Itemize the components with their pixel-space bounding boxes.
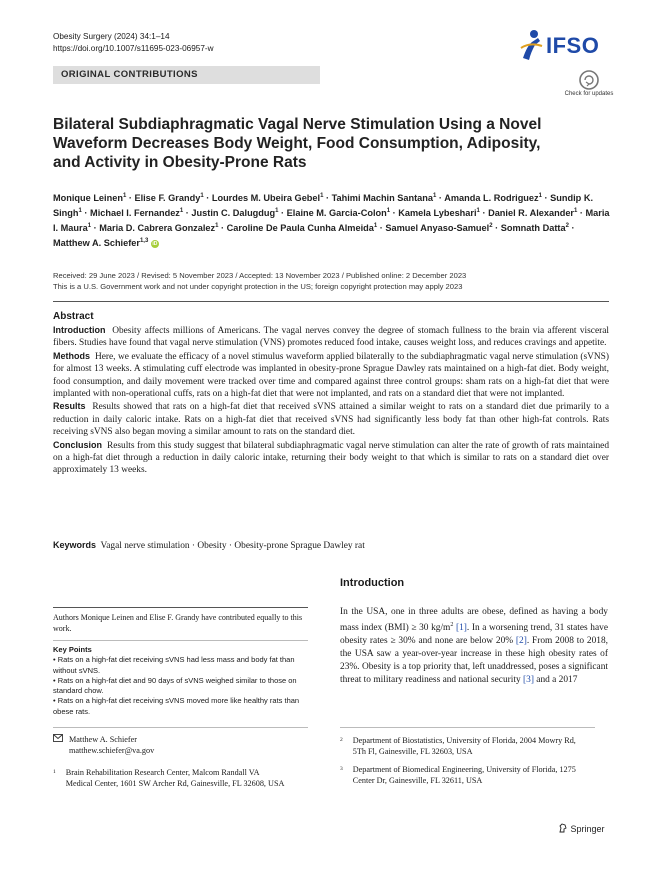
ifso-figure-icon xyxy=(518,28,544,62)
author-name: Samuel Anyaso-Samuel$^2$ xyxy=(385,223,493,234)
author-name: Elaine M. Garcia-Colon$^1$ xyxy=(286,208,391,219)
citation-link[interactable]: [2] xyxy=(515,636,527,647)
history-dates: Received: 29 June 2023 / Revised: 5 November 2023 / Accepted: 13 November 2023 / Published online: 2 December 2023 xyxy=(53,271,467,280)
key-points-heading: Key Points xyxy=(53,645,92,654)
author-name: Maria D. Cabrera Gonzalez$^1$ xyxy=(99,223,219,234)
author-name: Matthew A. Schiefer$^{1,3}$ xyxy=(53,238,149,249)
key-point: • Rats on a high-fat diet receiving sVNS moved more like healthy rats than obese rats. xyxy=(53,696,300,716)
affiliation-1: 1 Brain Rehabilitation Research Center, Malcom Randall VA Medical Center, 1601 SW Archer Rd, Gainesville, FL 32608, USA xyxy=(53,768,285,788)
divider xyxy=(53,727,308,728)
check-updates-label[interactable]: Check for updates xyxy=(564,91,614,97)
author-list: Monique Leinen$^1$ · Elise F. Grandy$^1$ · Lourdes M. Ubeira Gebel$^1$ · Tahimi Machin Santana$^1$ · Amanda L. Rodriguez$^1$ · Sundip K. Singh$^1$ · Michael I. Fernandez$^1$ · Justin C. Dalugdug$^1$ · Elaine M. Garcia-Colon$^1$ · Kamela Lybeshari$^1$ · Daniel R. Alexander$^1$ · Maria I. Maura$^1$ · Maria D. Cabrera Gonzalez$^1$ · Caroline De Paula Cunha Almeida$^1$ · Samuel Anyaso-Samuel$^2$ · Somnath Datta$^2$ · Matthew A. Schiefer$^{1,3}$ iD xyxy=(53,193,610,249)
author-name: Somnath Datta$^2$ xyxy=(500,223,569,234)
article-dates xyxy=(53,270,613,292)
abstract-introduction: Introduction Obesity affects millions of Americans. The vagal nerves convey the degree of stomach fullness to the brain via afferent visceral fibers. Studies have found that vagal nerve stimulation (VNS) promotes reduced food intake, causes weight loss, and reduces cravings and appetite. xyxy=(53,325,610,349)
author-name: Maria I. Maura$^1$ xyxy=(53,208,610,234)
ifso-logo: IFSO xyxy=(546,33,600,58)
footnote-rule xyxy=(53,607,308,608)
abstract-body xyxy=(53,324,609,477)
author-name: Lourdes M. Ubeira Gebel$^1$ xyxy=(211,193,324,204)
introduction-body: In the USA, one in three adults are obese, defined as having a body mass index (BMI) ≥ 30 $kg/m^2$ [1]. In a worsening trend, 31 states have obesity rates ≥ 30% and none are below 20% [2]. From 2008 to 2018, the USA saw a year-over-year increase in these high obesity rates of 23%. Obesity is a top priority that, left unaddressed, poses a significant threat to military readiness and national security [3] and a 2017 xyxy=(340,607,608,686)
author-name: Caroline De Paula Cunha Almeida$^1$ xyxy=(226,223,378,234)
affiliation-2: 2 Department of Biostatistics, University of Florida, 2004 Mowry Rd, 5Th Fl, Gainesville, FL 32603, USA xyxy=(340,736,576,756)
key-point: • Rats on a high-fat diet receiving sVNS had less mass and body fat than without sVNS. xyxy=(53,655,295,675)
introduction-heading: Introduction xyxy=(340,577,405,589)
author-name: Amanda L. Rodriguez$^1$ xyxy=(444,193,542,204)
keywords: Keywords Vagal nerve stimulation · Obesity · Obesity-prone Sprague Dawley rat xyxy=(53,540,365,551)
author-name: Michael I. Fernandez$^1$ xyxy=(90,208,184,219)
affiliation-3: 3 Department of Biomedical Engineering, University of Florida, 1275 Center Dr, Gainesville, FL 32611, USA xyxy=(340,765,576,785)
publisher-logo: Springer xyxy=(558,823,605,834)
email-icon xyxy=(53,734,63,756)
correspondence xyxy=(53,734,308,756)
article-title: Bilateral Subdiaphragmatic Vagal Nerve Stimulation Using a Novel Waveform Decreases Body Weight, Food Consumption, Adiposity, and Activity in Obesity-Prone Rats xyxy=(53,116,542,171)
article-type-banner xyxy=(53,66,320,84)
divider xyxy=(53,301,609,302)
key-point: • Rats on a high-fat diet and 90 days of sVNS weighed similar to those on standard chow. xyxy=(53,675,297,696)
author-name: Justin C. Dalugdug$^1$ xyxy=(191,208,279,219)
article-type-label: ORIGINAL CONTRIBUTIONS xyxy=(61,69,198,80)
abstract-conclusion: Conclusion Results from this study suggest that bilateral subdiaphragmatic vagal nerve stimulation can alter the rate of growth of rats maintained on a high-fat diet through a reduction in daily caloric intake, returning their body weight to that which is similar to rats on a standard diet over approximately 13 weeks. xyxy=(53,439,610,476)
divider xyxy=(53,640,308,641)
correspondence-name: Matthew A. Schiefer xyxy=(69,735,137,744)
copyright-note: This is a U.S. Government work and not under copyright protection in the US; foreign copyright protection may apply 2023 xyxy=(53,282,463,291)
abstract-results: Results Results showed that rats on a high-fat diet that received sVNS attained a similar weight to rats on a standard diet due primarily to a reduction in daily caloric intake. Rats on a high-fat diet that received sVNS had significantly less body fat than other high-fat controls. Rats receiving sVNS also began moving a similar amount to rats on the standard diet. xyxy=(53,401,610,438)
citation-link[interactable]: [3] xyxy=(523,675,534,686)
doi-link[interactable]: https://doi.org/10.1007/s11695-023-06957-w xyxy=(53,44,214,53)
abstract-methods: Methods Here, we evaluate the efficacy of a novel stimulus waveform applied bilaterally to the subdiaphragmatic vagal nerve stimulation (sVNS) for almost 13 weeks. A stimulating cuff electrode was implanted in obesity-prone Sprague Dawley rats maintained on a high-fat diet. Body weight, food consumption, and daily movement were tracked over time and compared against three control groups: sham rats on a high-fat diet that were implanted with non-operational cuffs, rats on a high-fat diet that were not implanted, and rats on a standard diet that were not implanted. xyxy=(53,350,609,400)
check-updates-icon[interactable] xyxy=(576,70,602,90)
key-points xyxy=(53,645,308,717)
author-name: Kamela Lybeshari$^1$ xyxy=(398,208,480,219)
journal-citation: Obesity Surgery (2024) 34:1–14 xyxy=(53,32,170,41)
author-name: Monique Leinen$^1$ xyxy=(53,193,127,204)
correspondence-email[interactable]: matthew.schiefer@va.gov xyxy=(69,746,155,755)
divider xyxy=(340,727,595,728)
springer-horse-icon xyxy=(558,824,571,834)
author-name: Elise F. Grandy$^1$ xyxy=(134,193,204,204)
author-name: Tahimi Machin Santana$^1$ xyxy=(331,193,437,204)
author-name: Daniel R. Alexander$^1$ xyxy=(488,208,578,219)
orcid-icon[interactable]: iD xyxy=(152,240,158,247)
abstract-heading: Abstract xyxy=(53,311,94,322)
contribution-note: Authors Monique Leinen and Elise F. Grandy have contributed equally to this work. xyxy=(53,613,303,633)
author-name: Sundip K. Singh$^1$ xyxy=(53,193,594,219)
citation-link[interactable]: [1] xyxy=(455,623,467,634)
